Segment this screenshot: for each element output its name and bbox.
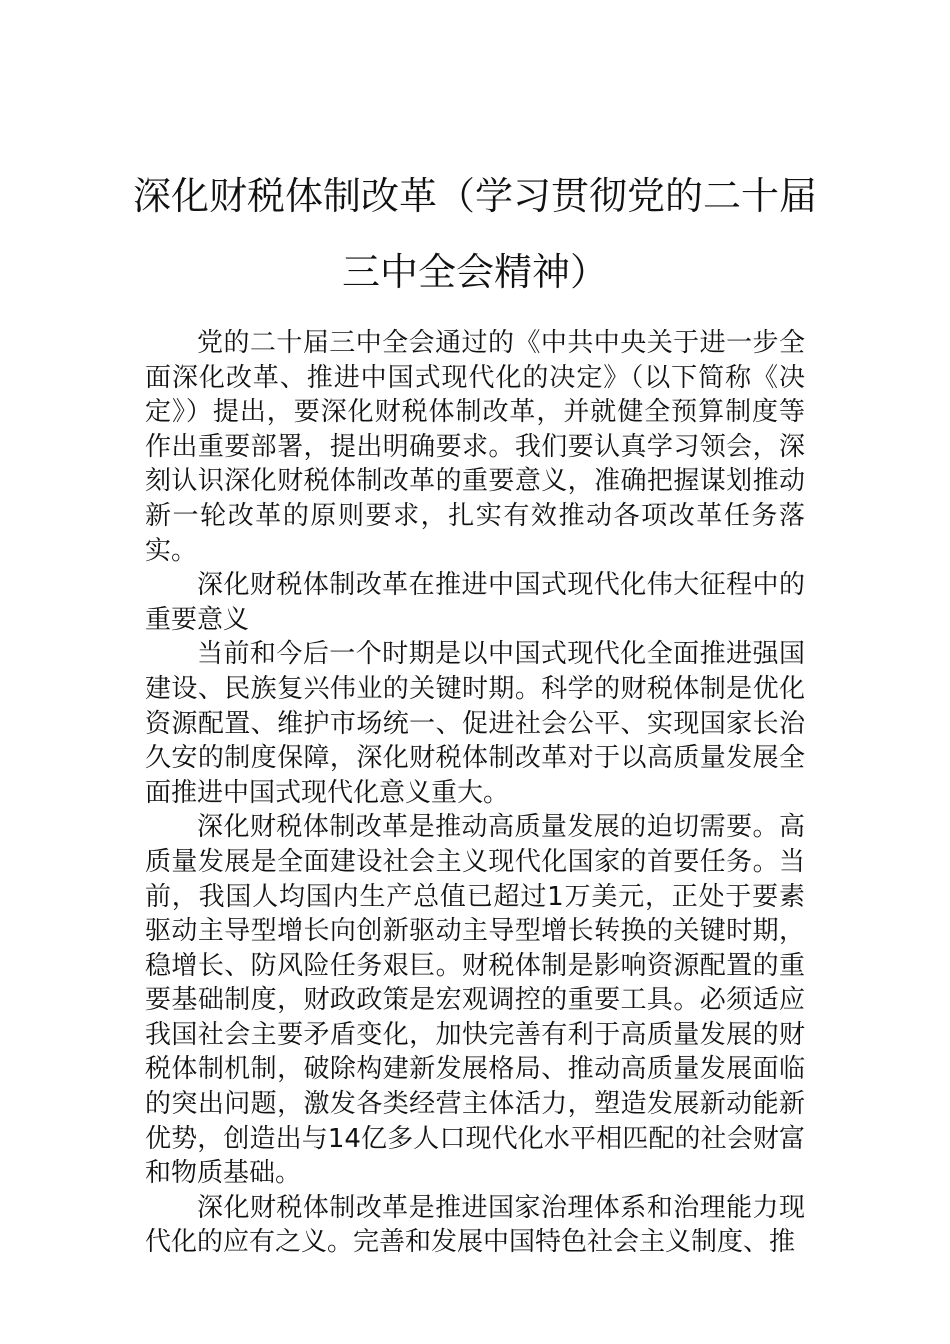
paragraph-context: 当前和今后一个时期是以中国式现代化全面推进强国建设、民族复兴伟业的关键时期。科学的财税体制是优化资源配置、维护市场统一、促进社会公平、实现国家长治久安的制度保障，深化财税体制改革对于以高质量发展全面推进中国式现代化意义重大。 — [145, 639, 805, 808]
title-line-1: 深化财税体制改革（学习贯彻党的二十届 — [132, 174, 817, 218]
paragraph-intro: 党的二十届三中全会通过的《中共中央关于进一步全面深化改革、推进中国式现代化的决定》（以下简称《决定》）提出，要深化财税体制改革，并就健全预算制度等作出重要部署，提出明确要求。我们要认真学习领会，深刻认识深化财税体制改革的重要意义，准确把握谋划推动新一轮改革的原则要求，扎实有效推动各项改革任务落实。 — [145, 328, 805, 566]
section-heading: 深化财税体制改革在推进中国式现代化伟大征程中的重要意义 — [145, 570, 805, 635]
paragraph-governance: 深化财税体制改革是推进国家治理体系和治理能力现代化的应有之义。完善和发展中国特色社会主义制度、推 — [145, 1192, 805, 1258]
paragraph-high-quality-development: 深化财税体制改革是推动高质量发展的迫切需要。高质量发展是全面建设社会主义现代化国家的首要任务。当前，我国人均国内生产总值已超过1万美元，正处于要素驱动主导型增长向创新驱动主导型增长转换的关键时期，稳增长、防风险任务艰巨。财税体制是影响资源配置的重要基础制度，财政政策是宏观调控的重要工具。必须适应我国社会主要矛盾变化，加快完善有利于高质量发展的财税体制机制，破除构建新发展格局、推动高质量发展面临的突出问题，激发各类经营主体活力，塑造发展新动能新优势，创造出与14亿多人口现代化水平相匹配的社会财富和物质基础。 — [145, 812, 805, 1189]
title-line-2: 三中全会精神） — [341, 250, 608, 294]
document-title — [0, 158, 950, 310]
document-body — [145, 326, 805, 1260]
